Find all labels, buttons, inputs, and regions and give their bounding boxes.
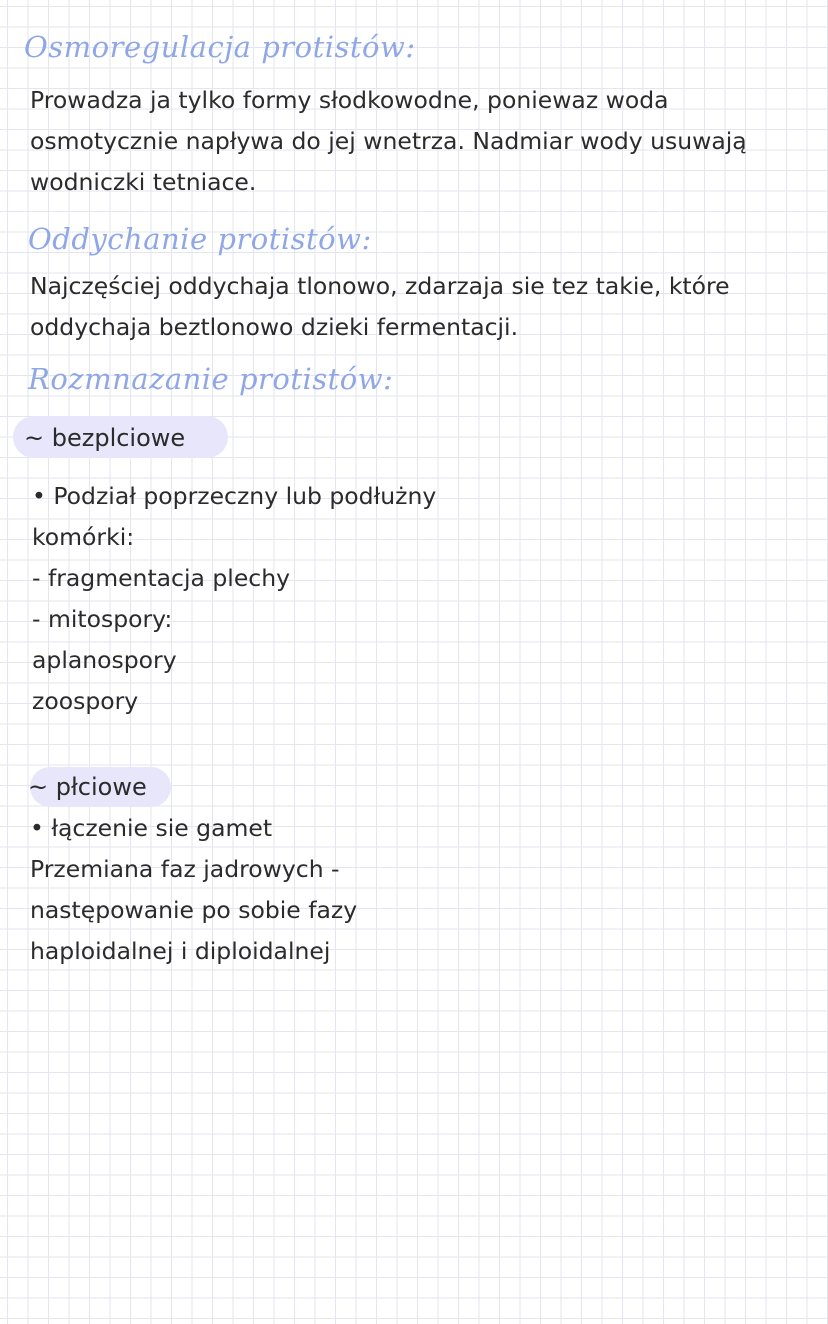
asexual-line-3: - fragmentacja plechy xyxy=(32,564,291,592)
osmoregulation-line-2: osmotycznie napływa do jej wnetrza. Nadmiar wody usuwają xyxy=(30,127,747,155)
sexual-line-3: następowanie po sobie fazy xyxy=(30,896,358,924)
respiration-heading: Oddychanie protistów: xyxy=(28,222,372,256)
osmoregulation-line-3: wodniczki tetniace. xyxy=(30,168,257,196)
asexual-line-5: aplanospory xyxy=(32,646,177,674)
osmoregulation-heading: Osmoregulacja protistów: xyxy=(24,30,416,64)
sexual-list xyxy=(30,808,357,972)
asexual-line-4: - mitospory: xyxy=(32,605,173,633)
respiration-line-1: Najczęściej oddychaja tlonowo, zdarzaja sie tez takie, które xyxy=(30,272,730,300)
sexual-tag: ~ płciowe xyxy=(28,773,147,801)
sexual-line-1: • łączenie sie gamet xyxy=(30,814,273,842)
sexual-line-2: Przemiana faz jadrowych - xyxy=(30,855,340,883)
osmoregulation-line-1: Prowadza ja tylko formy słodkowodne, poniewaz woda xyxy=(30,86,669,114)
asexual-tag: ~ bezplciowe xyxy=(24,424,186,452)
osmoregulation-paragraph xyxy=(30,80,747,203)
asexual-list xyxy=(32,476,436,722)
respiration-line-2: oddychaja beztlonowo dzieki fermentacji. xyxy=(30,313,519,341)
reproduction-heading: Rozmnazanie protistów: xyxy=(28,362,394,396)
sexual-line-4: haploidalnej i diploidalnej xyxy=(30,937,331,965)
asexual-line-2: komórki: xyxy=(32,523,135,551)
asexual-line-6: zoospory xyxy=(32,687,139,715)
asexual-line-1: • Podział poprzeczny lub podłużny xyxy=(32,482,437,510)
respiration-paragraph xyxy=(30,266,730,348)
